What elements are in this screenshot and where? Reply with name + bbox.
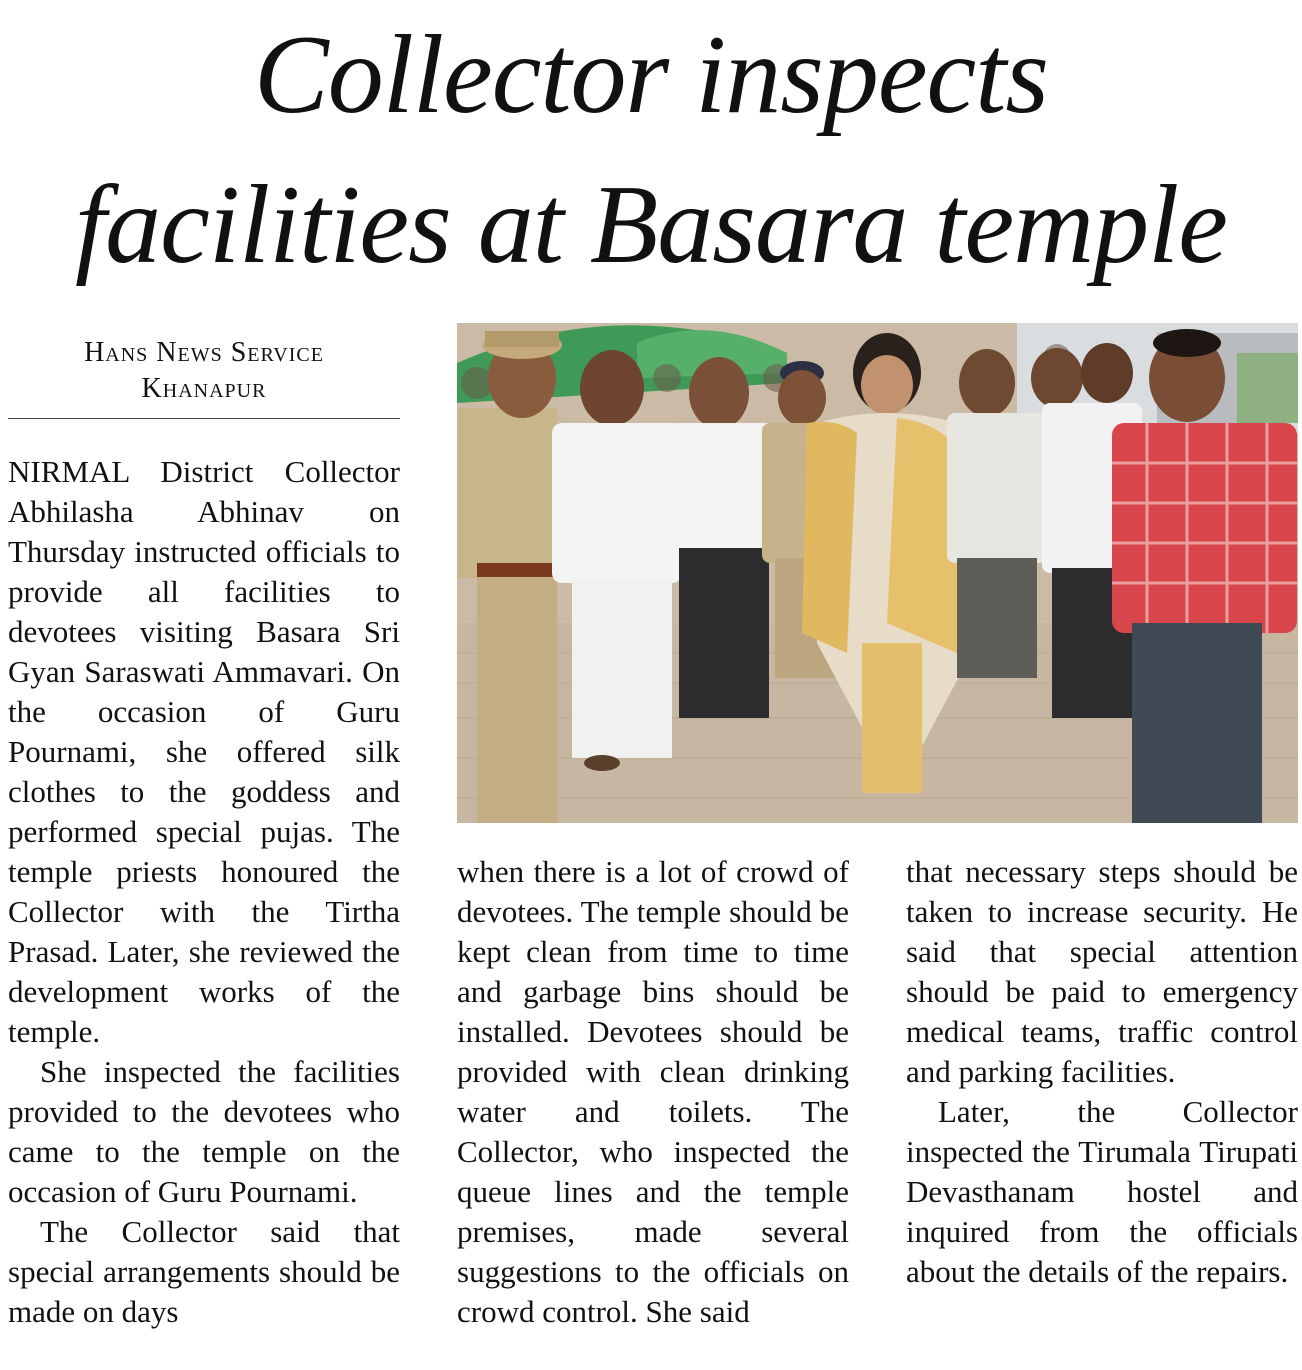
photo-illustration (457, 323, 1298, 823)
headline-line-1: Collector inspects (254, 13, 1048, 137)
paragraph: when there is a lot of crowd of devotees. The temple should be kept clean from time to time and garbage bins should be installed. Devotees should be provided with clean drinking water and toilets. The Collector, who inspected the queue lines and the temple premises, made several suggestions to the officials on crowd control. She said (457, 854, 849, 1329)
byline (8, 335, 400, 407)
paragraph: Later, the Collector inspected the Tirumala Tirupati Devasthanam hostel and inquired from the officials about the details of the repairs. (906, 1094, 1298, 1289)
article-column-3 (906, 852, 1298, 1370)
article-column-2 (457, 852, 849, 1370)
byline-divider (8, 418, 400, 419)
paragraph: NIRMAL District Collector Abhilasha Abhinav on Thursday instructed officials to provide all facilities to devotees visiting Basara Sri Gyan Saraswati Ammavari. On the occasion of Guru Pournami, she offered silk clothes to the goddess and performed special pujas. The temple priests honoured the Collector with the Tirtha Prasad. Later, she reviewed the development works of the temple. (8, 454, 400, 1049)
article-photo (457, 323, 1298, 823)
byline-location: Khanapur (141, 373, 267, 404)
paragraph: The Collector said that special arrangements should be made on days (8, 1214, 400, 1329)
article-column-1 (8, 452, 400, 1370)
byline-agency: Hans News Service (84, 337, 324, 368)
paragraph: that necessary steps should be taken to increase security. He said that special attention should be paid to emergency medical teams, traffic control and parking facilities. (906, 854, 1298, 1089)
headline-line-2: facilities at Basara temple (75, 163, 1227, 287)
paragraph: She inspected the facilities provided to the devotees who came to the temple on the occasion of Guru Pournami. (8, 1054, 400, 1209)
